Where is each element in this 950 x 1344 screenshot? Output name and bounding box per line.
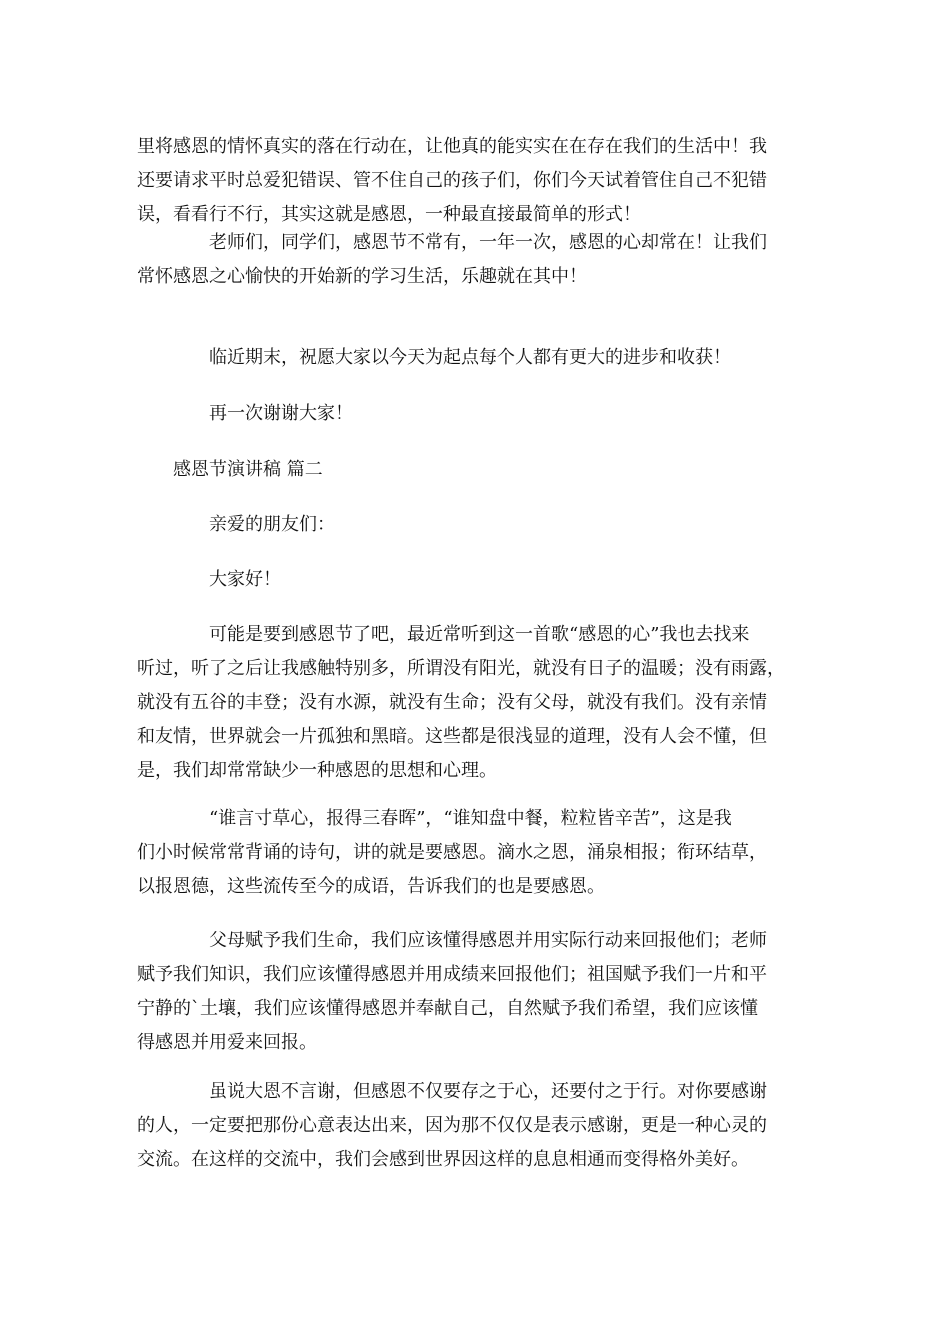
text-line: 常怀感恩之心愉快的开始新的学习生活，乐趣就在其中！: [137, 266, 587, 287]
text-line: 还要请求平时总爱犯错误、管不住自己的孩子们，你们今天试着管住自己不犯错: [137, 170, 767, 191]
text-line: 虽说大恩不言谢，但感恩不仅要存之于心，还要付之于行。对你要感谢: [209, 1081, 767, 1102]
text-line: 是，我们却常常缺少一种感恩的思想和心理。: [137, 760, 497, 781]
paragraph-express-gratitude: [137, 1075, 817, 1177]
text-line: 老师们，同学们，感恩节不常有，一年一次，感恩的心却常在！让我们: [209, 232, 767, 253]
paragraph-teachers-students: [137, 226, 817, 294]
text-line: 听过，听了之后让我感触特别多，所谓没有阳光，就没有日子的温暖；没有雨露，: [137, 658, 785, 679]
paragraph-final-wishes: 临近期末，祝愿大家以今天为起点每个人都有更大的进步和收获！: [209, 347, 731, 368]
text-line: 和友情，世界就会一片孤独和黑暗。这些都是很浅显的道理，没有人会不懂，但: [137, 726, 767, 747]
text-line: 就没有五谷的丰登；没有水源，就没有生命；没有父母，就没有我们。没有亲情: [137, 692, 767, 713]
text-line: 赋予我们知识，我们应该懂得感恩并用成绩来回报他们；祖国赋予我们一片和平: [137, 964, 767, 985]
text-line: 父母赋予我们生命，我们应该懂得感恩并用实际行动来回报他们；老师: [209, 930, 767, 951]
greeting-friends: 亲爱的朋友们：: [209, 514, 335, 535]
text-line: 的人，一定要把那份心意表达出来，因为那不仅仅是表示感谢，更是一种心灵的: [137, 1115, 767, 1136]
paragraph-poems-idioms: [137, 802, 817, 904]
text-line: 以报恩德，这些流传至今的成语，告诉我们的也是要感恩。: [137, 876, 605, 897]
text-line: 交流。在这样的交流中，我们会感到世界因这样的息息相通而变得格外美好。: [137, 1149, 749, 1170]
text-line: 宁静的`土壤，我们应该懂得感恩并奉献自己，自然赋予我们希望，我们应该懂: [137, 998, 758, 1019]
paragraph-thanks: 再一次谢谢大家！: [209, 403, 353, 424]
text-line: 得感恩并用爱来回报。: [137, 1032, 317, 1053]
paragraph-gratitude-action: [137, 130, 817, 232]
text-line: 里将感恩的情怀真实的落在行动在，让他真的能实实在在存在我们的生活中！我: [137, 136, 767, 157]
paragraph-song-gratitude: [137, 618, 817, 788]
greeting-hello: 大家好！: [209, 569, 281, 590]
text-line: 可能是要到感恩节了吧，最近常听到这一首歌“感恩的心”我也去找来: [209, 624, 750, 645]
section-heading: 感恩节演讲稿 篇二: [173, 459, 323, 480]
text-line: “谁言寸草心，报得三春晖”，“谁知盘中餐，粒粒皆辛苦”，这是我: [209, 808, 732, 829]
text-line: 误，看看行不行，其实这就是感恩，一种最直接最简单的形式！: [137, 204, 641, 225]
paragraph-parents-teachers-country: [137, 924, 817, 1060]
text-line: 们小时候常常背诵的诗句，讲的就是要感恩。滴水之恩，涌泉相报；衔环结草，: [137, 842, 767, 863]
